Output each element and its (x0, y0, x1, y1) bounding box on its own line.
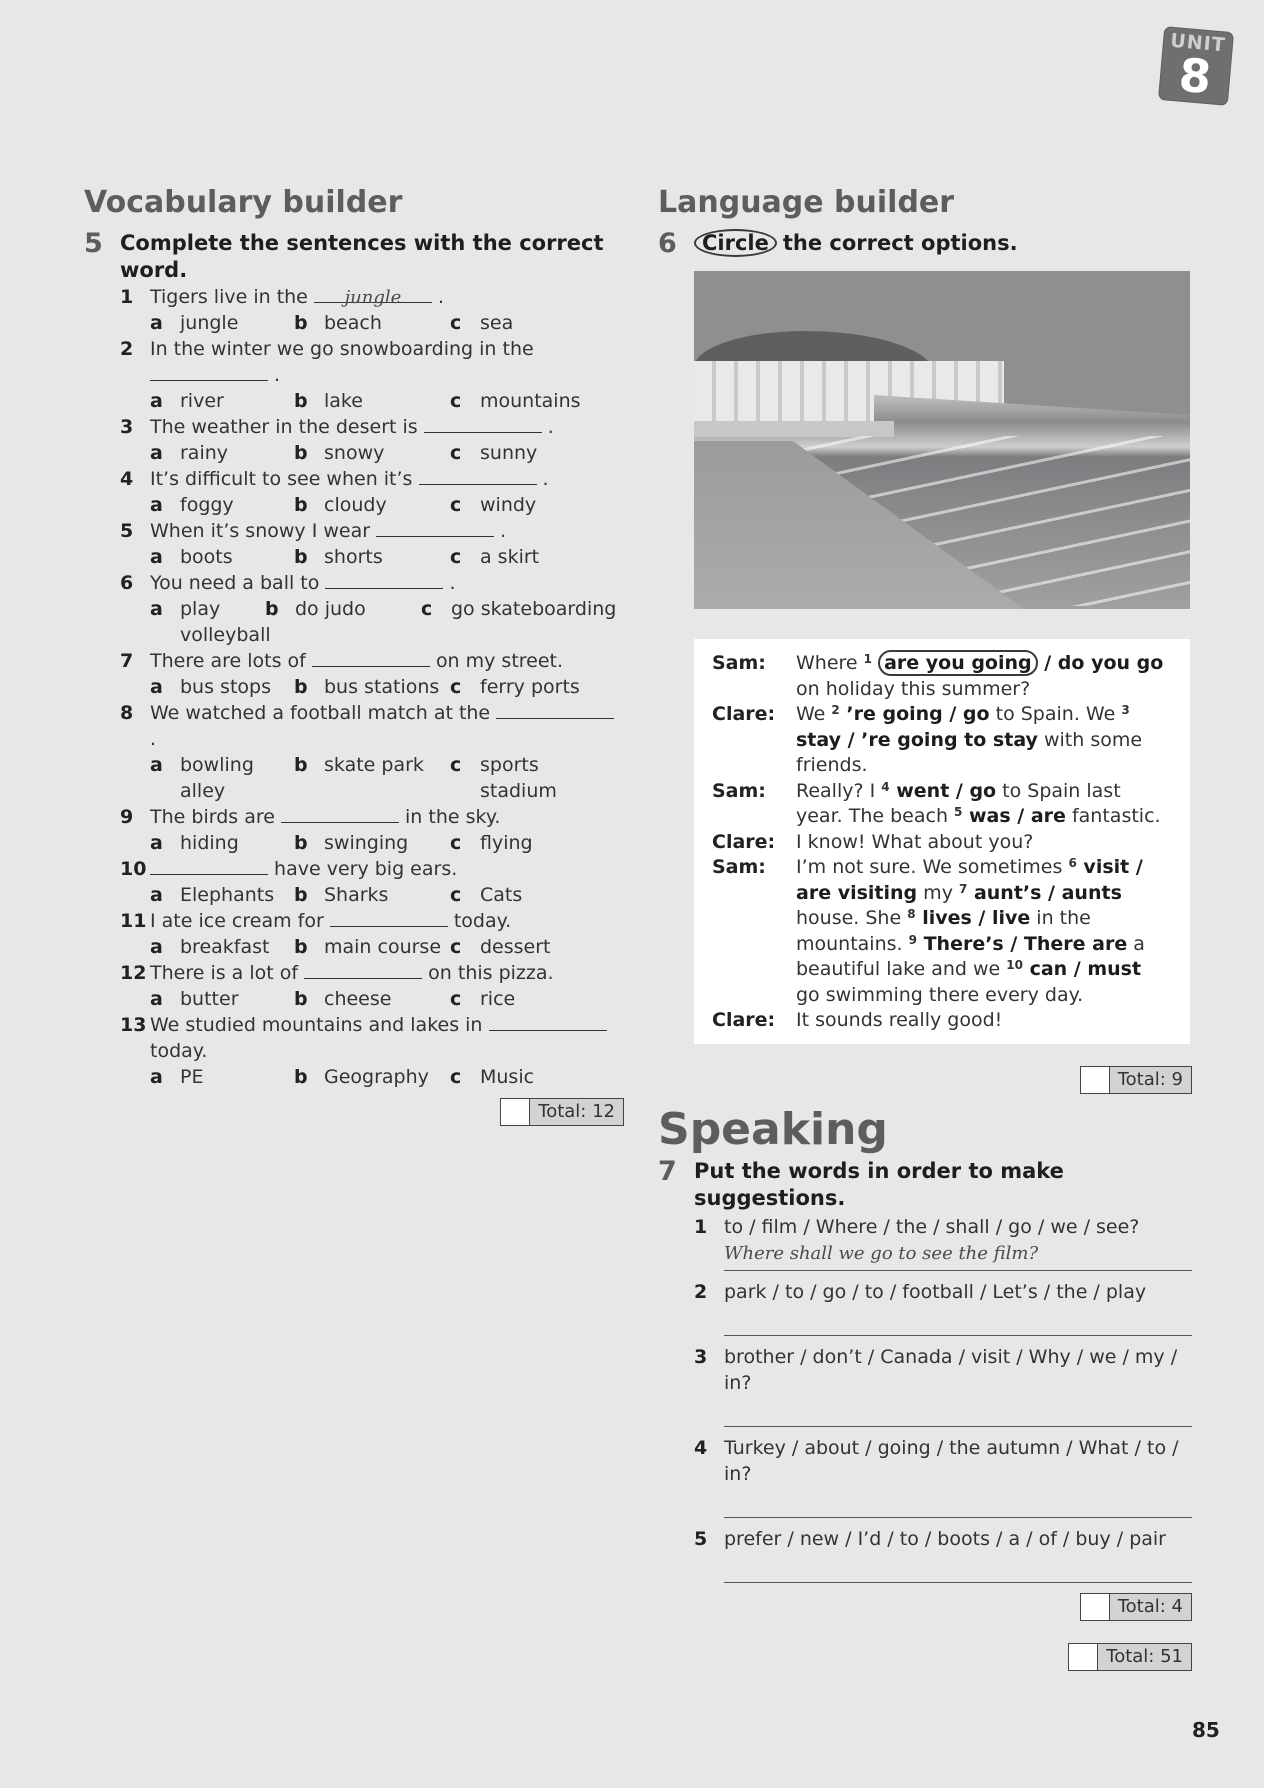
question-item (84, 466, 624, 518)
speaking-item (694, 1344, 1192, 1427)
answer-blank[interactable] (330, 908, 448, 927)
option-text: cheese (324, 988, 392, 1010)
vocabulary-total (84, 1098, 624, 1126)
handwritten-answer: jungle (344, 287, 402, 308)
answer-blank[interactable] (281, 804, 399, 823)
question-text-before: I ate ice cream for (150, 910, 324, 932)
options-row (150, 674, 624, 700)
gap-number: 9 (908, 932, 917, 947)
vocabulary-question-list (84, 284, 624, 1090)
options-row (150, 492, 624, 518)
option-a[interactable]: a play volleyball (150, 596, 265, 648)
question-text-before: There is a lot of (150, 962, 299, 984)
question-text-after: today. (453, 910, 512, 932)
score-box (500, 1098, 624, 1126)
option-b[interactable]: b Sharks (294, 882, 450, 908)
speaking-item (694, 1526, 1192, 1583)
question-item (84, 908, 624, 960)
options-row (150, 1064, 624, 1090)
unit-label: UNIT (1169, 29, 1227, 57)
options-row (150, 310, 624, 336)
question-number: 8 (120, 702, 134, 724)
gap-number: 6 (1068, 856, 1077, 870)
answer-blank[interactable] (314, 284, 432, 308)
gap-number: 2 (831, 703, 840, 717)
option-a[interactable]: a rainy (150, 440, 294, 466)
score-input[interactable] (1081, 1067, 1110, 1093)
gap-number: 10 (1006, 958, 1023, 972)
question-text-before: You need a ball to (150, 572, 320, 594)
option-a[interactable]: a jungle (150, 310, 294, 336)
question-text-after: . (437, 286, 445, 308)
word-prompt: park / to / go / to / football / Let’s / the / play (724, 1280, 1147, 1303)
answer-blank[interactable] (376, 518, 494, 537)
dialogue-line (694, 855, 1190, 1008)
word-prompt: Turkey / about / going / the autumn / What / to / in? (724, 1436, 1179, 1485)
question-item (84, 648, 624, 700)
section-title-language: Language builder (658, 185, 955, 220)
speaking-item-list (658, 1214, 1192, 1583)
option-text: skate park (324, 754, 424, 776)
dialogue-text: on holiday this summer? (796, 677, 1031, 700)
options-row (150, 986, 624, 1012)
option-a[interactable]: a PE (150, 1064, 294, 1090)
dialogue-text: fantastic. (1065, 805, 1161, 827)
option-text: windy (480, 494, 537, 516)
question-text-after: have very big ears. (274, 858, 458, 880)
answer-blank[interactable] (325, 570, 443, 589)
language-section (658, 184, 1192, 1671)
exercise-number: 6 (658, 228, 677, 259)
option-text: sunny (480, 442, 538, 464)
item-number: 2 (694, 1280, 708, 1303)
question-text-after: on my street. (435, 650, 564, 672)
dialogue-text: in the mountains. (796, 907, 1091, 955)
circled-word: Circle (694, 229, 777, 257)
speaking-item (694, 1435, 1192, 1518)
question-text-before: It’s difficult to see when it’s (150, 468, 413, 490)
grand-total-label: Total: 51 (1098, 1644, 1191, 1670)
option-text: breakfast (180, 936, 270, 958)
speaking-item (694, 1214, 1192, 1271)
option-text: hiding (180, 832, 239, 854)
dialogue-line (694, 651, 1190, 702)
speaker-name: Sam: (712, 779, 766, 802)
answer-line[interactable] (724, 1552, 1192, 1583)
exercise-7-heading (658, 1155, 1192, 1212)
option-text: lake (324, 390, 363, 412)
question-number: 6 (120, 572, 134, 594)
question-text-before: We studied mountains and lakes in (150, 1014, 483, 1036)
option-c[interactable]: c windy (450, 492, 624, 518)
option-b[interactable]: b cheese (294, 986, 450, 1012)
question-number: 4 (120, 468, 134, 490)
language-total (658, 1066, 1192, 1094)
question-item (84, 336, 624, 414)
option-b[interactable]: b Geography (294, 1064, 450, 1090)
option-text: sports stadium (480, 754, 557, 802)
option-text: mountains (480, 390, 581, 412)
option-c[interactable]: c sunny (450, 440, 624, 466)
question-text-before: There are lots of (150, 650, 306, 672)
option-choice[interactable]: aunt’s / aunts (967, 881, 1122, 904)
total-label: Total: 9 (1110, 1067, 1191, 1093)
handwritten-answer: Where shall we go to see the film? (724, 1242, 1039, 1264)
dialogue-line (694, 779, 1190, 830)
option-text: play volleyball (180, 598, 271, 646)
gap-number: 5 (954, 805, 963, 819)
dialogue-box (694, 639, 1190, 1044)
option-choice[interactable]: visit / are visiting (796, 856, 1143, 904)
question-number: 10 (120, 858, 147, 880)
question-text-after: in the sky. (405, 806, 501, 828)
option-text: ferry ports (480, 676, 580, 698)
option-text: bowling alley (180, 754, 254, 802)
dialogue-text: go swimming there every day. (796, 983, 1084, 1006)
dialogue-text: house. She (796, 907, 908, 929)
option-a[interactable]: a butter (150, 986, 294, 1012)
answer-line[interactable] (724, 1396, 1192, 1427)
question-text-after: on this pizza. (428, 962, 554, 984)
beach-town-photo (694, 271, 1190, 609)
option-choice[interactable]: can / must (1022, 958, 1142, 980)
options-row (150, 830, 624, 856)
answer-blank[interactable] (424, 414, 542, 433)
score-input[interactable] (1081, 1594, 1110, 1620)
option-a[interactable]: a foggy (150, 492, 294, 518)
question-text-before: In the winter we go snowboarding in the (150, 338, 534, 360)
option-choice[interactable]: stay / ’re going to stay (796, 728, 1038, 751)
option-b[interactable]: b do judo (265, 596, 421, 648)
answer-blank[interactable] (312, 648, 430, 667)
dialogue-text: my (917, 881, 959, 904)
option-text: jungle (180, 312, 239, 334)
dialogue-text: a beautiful lake and we (796, 932, 1145, 980)
options-row (150, 544, 624, 570)
question-number: 2 (120, 338, 134, 360)
option-c[interactable]: c Cats (450, 882, 624, 908)
option-a[interactable]: a Elephants (150, 882, 294, 908)
score-box (1068, 1643, 1192, 1671)
dialogue-text: It sounds really good! (796, 1009, 1003, 1031)
word-prompt: brother / don’t / Canada / visit / Why / we / my / in? (724, 1345, 1178, 1394)
dialogue-text: to Spain. We (989, 703, 1122, 725)
total-label: Total: 12 (530, 1099, 623, 1125)
question-item (84, 570, 624, 648)
question-number: 3 (120, 416, 134, 438)
dialogue-text: with some friends. (796, 728, 1143, 776)
option-b[interactable]: b cloudy (294, 492, 450, 518)
speaker-name: Clare: (712, 1009, 776, 1031)
gap-number: 3 (1121, 703, 1130, 717)
option-choice[interactable]: was / are (962, 805, 1066, 827)
unit-badge (1159, 27, 1233, 105)
question-text-before: We watched a football match at the (150, 702, 491, 724)
question-item (84, 960, 624, 1012)
question-number: 5 (120, 520, 134, 542)
option-text: foggy (180, 494, 234, 516)
word-prompt: prefer / new / I’d / to / boots / a / of / buy / pair (724, 1527, 1166, 1550)
option-text: shorts (324, 546, 383, 568)
option-c[interactable]: c dessert (450, 934, 624, 960)
options-row (150, 440, 624, 466)
option-text: boots (180, 546, 233, 568)
speaker-name: Sam: (712, 856, 766, 878)
dialogue-line (694, 1008, 1190, 1034)
question-text-after: . (150, 728, 157, 750)
option-text: do judo (295, 598, 366, 620)
option-text: Geography (324, 1066, 429, 1088)
option-choice[interactable]: / do you go (1037, 652, 1164, 674)
question-item (84, 700, 624, 804)
exercise-number: 7 (658, 1155, 677, 1187)
question-item (84, 518, 624, 570)
option-text: cloudy (324, 494, 387, 516)
exercise-instruction: Complete the sentences with the correct word. (120, 231, 604, 282)
options-row (150, 752, 624, 804)
item-number: 1 (694, 1215, 708, 1238)
option-text: Music (480, 1066, 535, 1088)
option-text: rainy (180, 442, 229, 464)
speaker-name: Sam: (712, 652, 766, 674)
option-b[interactable]: b swinging (294, 830, 450, 856)
option-b[interactable]: b main course (294, 934, 450, 960)
option-a[interactable]: a bowling alley (150, 752, 294, 804)
question-text-after: . (500, 520, 507, 542)
option-choice[interactable]: ’re going / go (839, 703, 990, 725)
options-row (150, 596, 624, 648)
question-text-before: When it’s snowy I wear (150, 520, 371, 542)
option-text: sea (480, 312, 514, 334)
question-item (84, 284, 624, 336)
option-text: snowy (324, 442, 385, 464)
gap-number: 7 (958, 881, 968, 896)
question-item (84, 804, 624, 856)
vocabulary-section (84, 184, 624, 1126)
question-number: 13 (120, 1014, 147, 1036)
option-choice[interactable]: lives / live (915, 907, 1031, 929)
item-number: 4 (694, 1436, 708, 1459)
option-c[interactable]: c ferry ports (450, 674, 624, 700)
option-text: rice (480, 988, 516, 1010)
option-c[interactable]: c sea (450, 310, 624, 336)
option-c[interactable]: c flying (450, 830, 624, 856)
grand-total (658, 1643, 1192, 1671)
speaker-name: Clare: (712, 703, 776, 725)
option-c[interactable]: c mountains (450, 388, 624, 414)
option-c[interactable]: c a skirt (450, 544, 624, 570)
option-text: bus stations (324, 676, 440, 698)
gap-number: 8 (907, 907, 916, 921)
option-text: Cats (480, 884, 523, 906)
question-number: 12 (120, 962, 147, 984)
dialogue-text: Where (796, 652, 864, 674)
answer-blank[interactable] (496, 700, 614, 719)
dialogue-line (694, 702, 1190, 779)
word-prompt: to / film / Where / the / shall / go / we / see? (724, 1215, 1140, 1238)
speaking-item (694, 1279, 1192, 1336)
gap-number: 1 (863, 652, 873, 666)
question-number: 1 (120, 286, 134, 308)
section-title-vocabulary: Vocabulary builder (84, 185, 403, 220)
option-a[interactable]: a boots (150, 544, 294, 570)
question-number: 7 (120, 650, 134, 672)
unit-number: 8 (1176, 47, 1214, 105)
exercise-instruction: the correct options. (782, 231, 1018, 255)
option-text: go skateboarding (451, 598, 617, 620)
option-text: dessert (480, 936, 551, 958)
option-a[interactable]: a river (150, 388, 294, 414)
dialogue-text: to Spain last year. The beach (796, 779, 1121, 827)
exercise-5-heading (84, 230, 624, 284)
answer-line[interactable] (724, 1240, 1192, 1271)
answer-line[interactable] (724, 1305, 1192, 1336)
item-number: 5 (694, 1527, 708, 1550)
score-input[interactable] (501, 1099, 530, 1125)
question-text-after: . (542, 468, 549, 490)
question-number: 11 (120, 910, 147, 932)
answer-blank[interactable] (150, 362, 268, 381)
options-row (150, 388, 624, 414)
dialogue-text: I know! What about you? (796, 830, 1034, 853)
option-text: main course (324, 936, 442, 958)
question-number: 9 (120, 806, 134, 828)
option-text: Sharks (324, 884, 389, 906)
option-a[interactable]: a hiding (150, 830, 294, 856)
score-box (1080, 1066, 1192, 1094)
question-text-before: The weather in the desert is (150, 416, 418, 438)
dialogue-text: Really? I (796, 779, 882, 802)
answer-blank[interactable] (419, 466, 537, 485)
option-text: flying (480, 832, 533, 854)
promenade-shape (694, 421, 894, 437)
option-b[interactable]: b beach (294, 310, 450, 336)
option-text: river (180, 390, 224, 412)
option-a[interactable]: a bus stops (150, 674, 294, 700)
option-text: bus stops (180, 676, 271, 698)
question-item (84, 1012, 624, 1090)
answer-blank[interactable] (489, 1012, 607, 1031)
speaker-name: Clare: (712, 830, 776, 853)
option-c[interactable]: c sports stadium (450, 752, 624, 804)
option-b[interactable]: b skate park (294, 752, 450, 804)
question-text-after: . (449, 572, 456, 594)
option-c[interactable]: c go skateboarding (421, 596, 624, 648)
option-c[interactable]: c rice (450, 986, 624, 1012)
dialogue-line (694, 830, 1190, 856)
option-choice[interactable]: There’s / There are (916, 932, 1128, 955)
dialogue-text: I’m not sure. We sometimes (796, 856, 1069, 878)
option-text: swinging (324, 832, 409, 854)
option-text: beach (324, 312, 382, 334)
question-item (84, 856, 624, 908)
option-b[interactable]: b snowy (294, 440, 450, 466)
option-b[interactable]: b lake (294, 388, 450, 414)
score-input[interactable] (1069, 1644, 1098, 1670)
exercise-6-heading (658, 230, 1192, 257)
options-row (150, 934, 624, 960)
dialogue-text: We (796, 703, 832, 725)
question-text-before: The birds are (150, 806, 275, 828)
option-c[interactable]: c Music (450, 1064, 624, 1090)
option-text: PE (180, 1066, 204, 1088)
exercise-instruction: Put the words in order to make suggestions. (694, 1158, 1064, 1210)
option-text: a skirt (480, 546, 540, 568)
question-item (84, 414, 624, 466)
score-box (1080, 1593, 1192, 1621)
circled-answer[interactable]: are you going (878, 650, 1038, 676)
option-text: butter (180, 988, 239, 1010)
question-text-after: . (274, 364, 281, 386)
total-label: Total: 4 (1110, 1594, 1191, 1620)
answer-blank[interactable] (304, 960, 422, 979)
exercise-number: 5 (84, 228, 103, 259)
option-b[interactable]: b bus stations (294, 674, 450, 700)
question-text-after: today. (150, 1040, 208, 1062)
speaking-total (658, 1593, 1192, 1621)
option-b[interactable]: b shorts (294, 544, 450, 570)
option-text: Elephants (180, 884, 275, 906)
question-text-before: Tigers live in the (150, 286, 308, 308)
page-number: 85 (1192, 1718, 1220, 1742)
options-row (150, 882, 624, 908)
gap-number: 4 (881, 779, 890, 794)
option-choice[interactable]: went / go (889, 779, 997, 802)
option-a[interactable]: a breakfast (150, 934, 294, 960)
answer-blank[interactable] (150, 856, 268, 875)
item-number: 3 (694, 1345, 708, 1368)
answer-line[interactable] (724, 1487, 1192, 1518)
question-text-after: . (547, 416, 554, 438)
section-title-speaking: Speaking (658, 1103, 888, 1155)
